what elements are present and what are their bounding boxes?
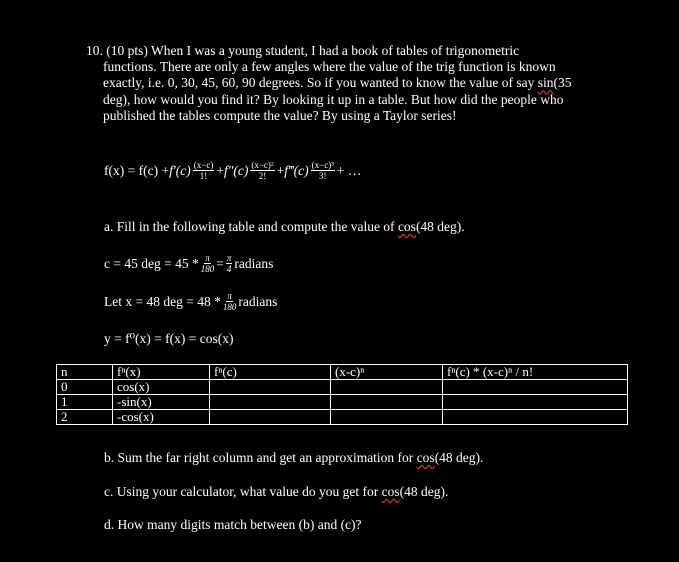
cell-term[interactable]: [443, 410, 628, 425]
formula-term1-num: (x−c): [193, 160, 214, 170]
formula-term1-fn: f′(c): [169, 162, 191, 178]
formula-term3-fn: f‴(c): [284, 162, 309, 178]
formula-term1-frac: [193, 160, 215, 181]
cell-n[interactable]: 0: [57, 380, 113, 395]
part-a-text: a. Fill in the following table and compute the value of: [104, 219, 398, 234]
cell-n[interactable]: 2: [57, 410, 113, 425]
taylor-formula: [104, 160, 361, 181]
formula-term3-frac: [311, 160, 335, 181]
part-a: [104, 219, 465, 235]
part-c: [104, 484, 448, 500]
table-header-row: [57, 365, 628, 380]
formula-term2-frac: [250, 160, 274, 181]
formula-term3-den: 3!: [319, 171, 327, 181]
c-frac-2: [226, 253, 233, 274]
c-frac-2-den: 4: [226, 264, 232, 274]
sin-word: sin: [537, 75, 554, 91]
x-line-radians: radians: [238, 293, 278, 309]
taylor-table: [56, 364, 628, 425]
cell-n[interactable]: 1: [57, 395, 113, 410]
problem-text-1: When I was a young student, I had a book of tables of trigonometric functions. There are only a few angles where the value of the trig function is known exactly, i.e. 0, 30, 45, 60, 90 degrees. So if you wanted to know the value of say: [103, 43, 556, 91]
formula-term1-den: 1!: [199, 171, 208, 181]
cell-term[interactable]: [443, 380, 628, 395]
cos-word-b: cos: [416, 450, 435, 465]
problem-text-2: (35 deg), how would you find it? By looking it up in a table. But how did the people who published the tables compute the value? By using a Taylor series!: [103, 75, 572, 123]
c-line: [104, 253, 273, 274]
cell-xc[interactable]: [331, 410, 443, 425]
table-row: [57, 380, 628, 395]
cell-fnx[interactable]: -sin(x): [113, 395, 210, 410]
cell-xc[interactable]: [331, 395, 443, 410]
c-line-radians: radians: [234, 255, 274, 271]
cos-word-c: cos: [381, 484, 400, 499]
part-c-text-end: (48 deg).: [399, 484, 449, 499]
cell-fnx[interactable]: cos(x): [113, 380, 210, 395]
formula-tail: + …: [336, 162, 362, 178]
part-c-text: c. Using your calculator, what value do you get for: [104, 484, 382, 499]
part-a-text-end: (48 deg).: [415, 219, 465, 234]
formula-plus-1: +: [216, 162, 224, 178]
problem-number: 10.: [86, 43, 103, 58]
header-fnx: fⁿ(x): [113, 365, 210, 380]
formula-plus-2: +: [276, 162, 285, 178]
header-fnc: fⁿ(c): [210, 365, 331, 380]
header-xc: (x-c)ⁿ: [331, 365, 443, 380]
part-d: d. How many digits match between (b) and (c)?: [104, 517, 362, 532]
c-frac-1-den: 180: [200, 264, 215, 274]
cell-fnc[interactable]: [210, 395, 331, 410]
c-frac-1-num: π: [205, 253, 210, 263]
x-line: [104, 291, 277, 312]
c-line-eq: =: [216, 255, 224, 271]
header-term: fⁿ(c) * (x-c)ⁿ / n!: [443, 365, 628, 380]
header-n: n: [57, 365, 113, 380]
x-line-text: Let x = 48 deg = 48 *: [104, 293, 221, 309]
table-row: [57, 410, 628, 425]
c-frac-2-num: π: [226, 253, 232, 263]
formula-term3-num: (x−c)³: [311, 160, 334, 170]
part-b: [104, 450, 483, 466]
formula-term2-num: (x−c)²: [251, 160, 274, 170]
formula-term2-den: 2!: [258, 171, 267, 181]
cell-xc[interactable]: [331, 380, 443, 395]
c-line-text: c = 45 deg = 45 *: [104, 255, 199, 271]
problem-points: (10 pts): [106, 43, 148, 58]
cell-fnc[interactable]: [210, 380, 331, 395]
part-b-text: b. Sum the far right column and get an approximation for: [104, 450, 417, 465]
problem-statement: [86, 43, 576, 124]
part-b-text-end: (48 deg).: [434, 450, 484, 465]
cell-fnc[interactable]: [210, 410, 331, 425]
x-frac-den: 180: [222, 302, 237, 312]
cos-word-a: cos: [397, 219, 416, 234]
cell-fnx[interactable]: -cos(x): [113, 410, 210, 425]
formula-term2-fn: f″(c): [223, 162, 249, 178]
y-line: y = f⁰(x) = f(x) = cos(x): [104, 331, 234, 346]
table-row: [57, 395, 628, 410]
x-frac: [223, 291, 237, 312]
x-frac-num: π: [227, 291, 232, 301]
cell-term[interactable]: [443, 395, 628, 410]
c-frac-1: [201, 253, 215, 274]
formula-lhs: f(x) = f(c) +: [104, 162, 170, 178]
